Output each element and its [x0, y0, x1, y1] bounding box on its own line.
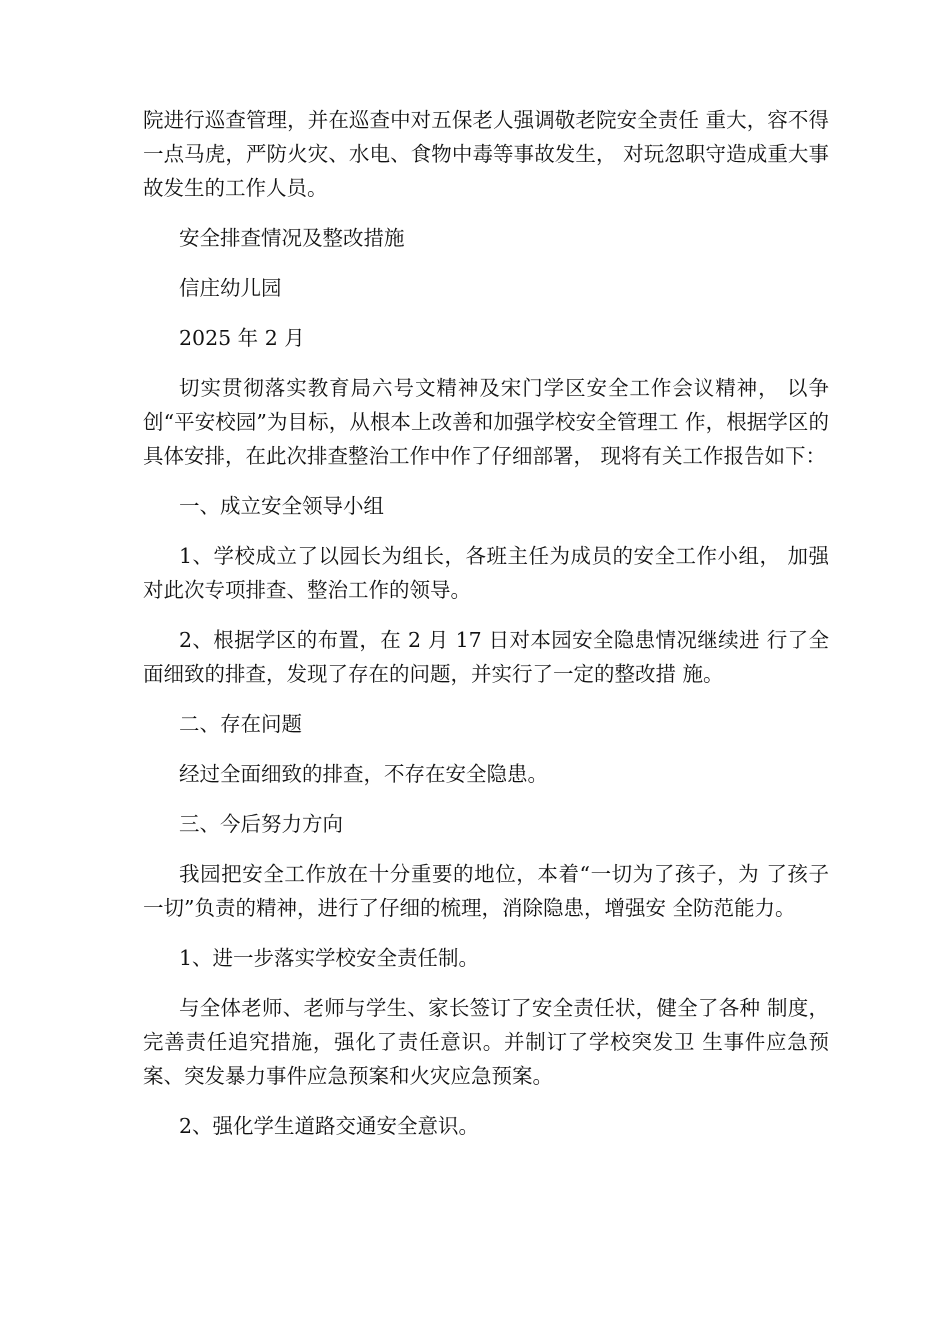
paragraph-direction: 我园把安全工作放在十分重要的地位，本着“一切为了孩子，为 了孩子一切”负责的精神，进行了仔细的梳理，消除隐患，增强安 全防范能力。 — [143, 862, 829, 920]
document-date: 2025 年 2 月 — [179, 326, 305, 350]
subheading-1: 1、进一步落实学校安全责任制。 — [179, 946, 480, 970]
subheading-2: 2、强化学生道路交通安全意识。 — [179, 1114, 480, 1138]
paragraph-continuation: 院进行巡查管理，并在巡查中对五保老人强调敬老院安全责任 重大，容不得一点马虎，严防火灾、水电、食物中毒等事故发生， 对玩忽职守造成重大事故发生的工作人员。 — [143, 108, 829, 200]
document-title: 安全排查情况及整改措施 — [179, 226, 405, 250]
section-heading-3: 三、今后努力方向 — [179, 812, 343, 836]
section-heading-1: 一、成立安全领导小组 — [179, 494, 384, 518]
paragraph-responsibility: 与全体老师、老师与学生、家长签订了安全责任状，健全了各种 制度，完善责任追究措施，强化了责任意识。并制订了学校突发卫 生事件应急预案、突发暴力事件应急预案和火灾应急预案。 — [143, 996, 829, 1088]
document-page — [143, 103, 829, 1143]
paragraph-item-1: 1、学校成立了以园长为组长，各班主任为成员的安全工作小组， 加强对此次专项排查、整治工作的领导。 — [143, 544, 829, 602]
section-heading-2: 二、存在问题 — [179, 712, 302, 736]
organization-name: 信庄幼儿园 — [179, 276, 282, 300]
paragraph-problems: 经过全面细致的排查，不存在安全隐患。 — [179, 762, 548, 786]
paragraph-item-2: 2、根据学区的布置，在 2 月 17 日对本园安全隐患情况继续进 行了全面细致的排查，发现了存在的问题，并实行了一定的整改措 施。 — [143, 628, 829, 686]
intro-paragraph: 切实贯彻落实教育局六号文精神及宋门学区安全工作会议精神， 以争创“平安校园”为目标，从根本上改善和加强学校安全管理工 作，根据学区的具体安排，在此次排查整治工作中作了仔细部署， 现将有关工作报告如下： — [143, 376, 829, 468]
